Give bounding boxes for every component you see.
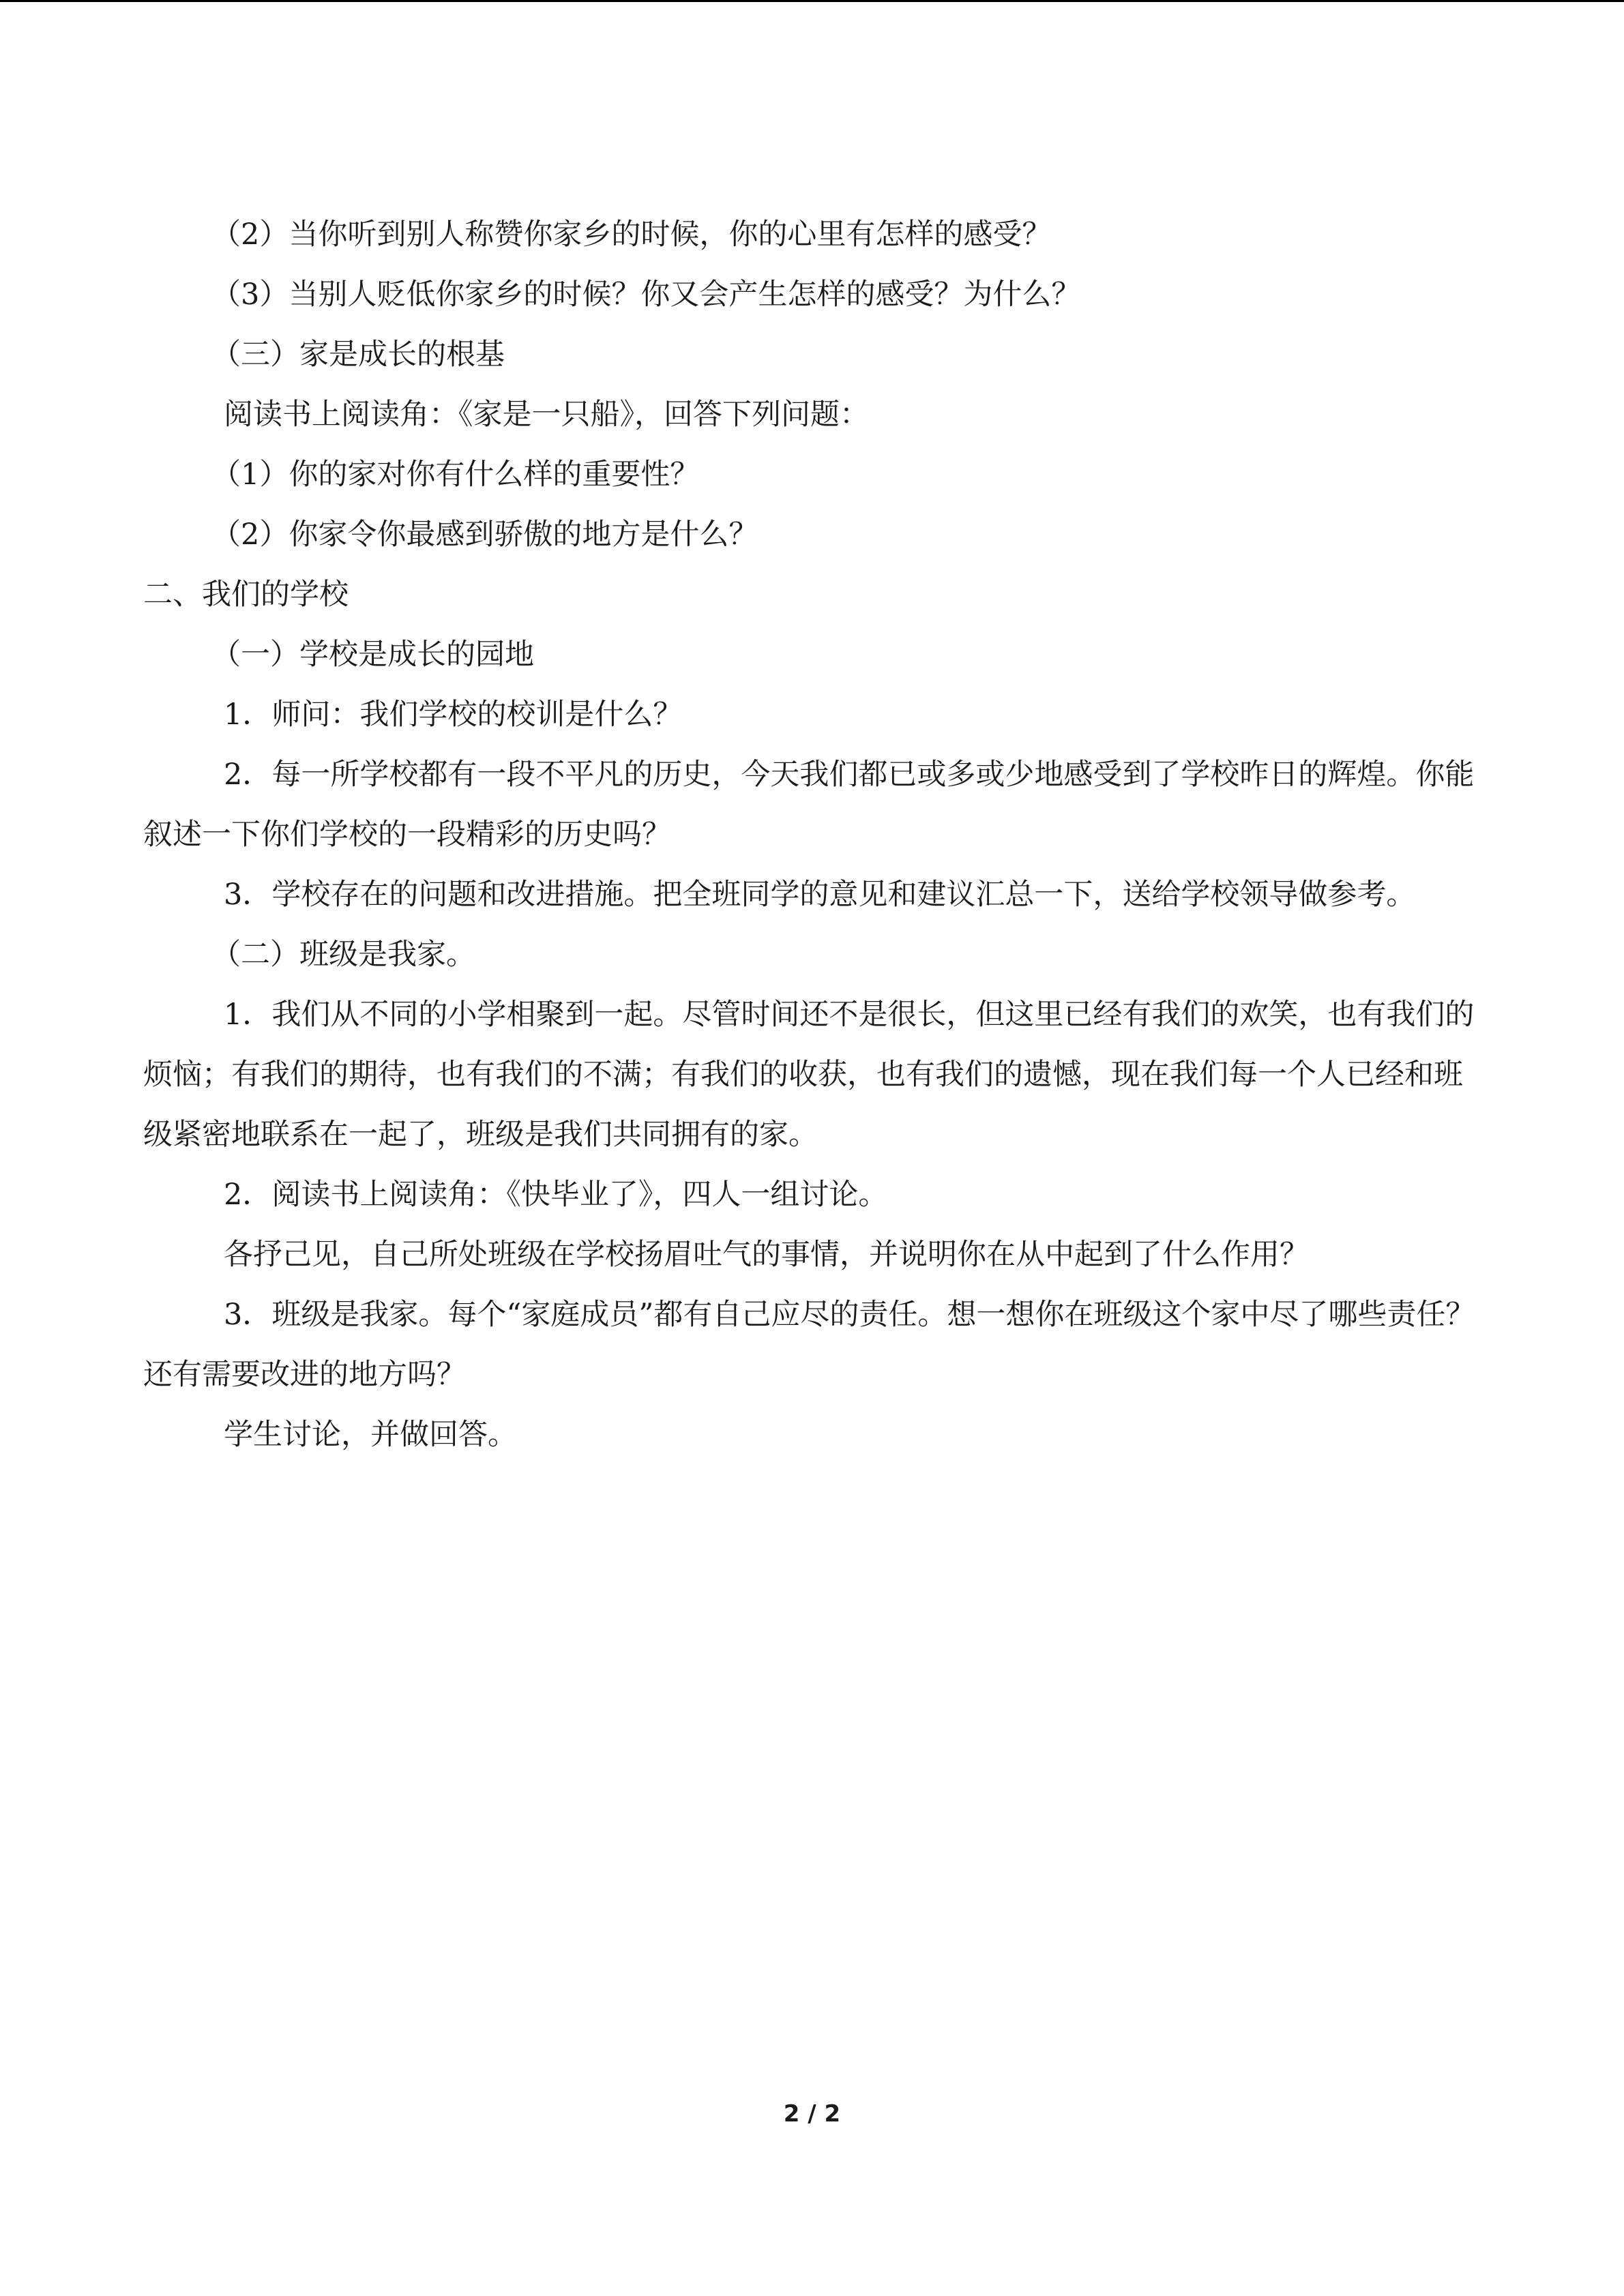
chapter-heading: 二、我们的学校	[143, 578, 349, 612]
section-heading: （二）班级是我家。	[211, 938, 475, 972]
paragraph: 各抒己见，自己所处班级在学校扬眉吐气的事情，并说明你在从中起到了什么作用？	[224, 1238, 1309, 1272]
paragraph: 3．班级是我家。每个“家庭成员”都有自己应尽的责任。想一想你在班级这个家中尽了哪些责任？还有需要改进的地方吗？	[143, 1298, 1475, 1392]
document-body	[143, 205, 1480, 1465]
paragraph: 1．我们从不同的小学相聚到一起。尽管时间还不是很长，但这里已经有我们的欢笑，也有我们的烦恼；有我们的期待，也有我们的不满；有我们的收获，也有我们的遗憾，现在我们每一个人已经和班级紧密地联系在一起了，班级是我们共同拥有的家。	[143, 998, 1475, 1152]
paragraph: （2）你家令你最感到骄傲的地方是什么？	[211, 518, 758, 552]
page-number: 2 / 2	[783, 2100, 841, 2128]
page-top-border	[0, 0, 1624, 2]
paragraph: （1）你的家对你有什么样的重要性？	[211, 458, 700, 492]
section-heading: （三）家是成长的根基	[211, 338, 505, 372]
paragraph: 3．学校存在的问题和改进措施。把全班同学的意见和建议汇总一下，送给学校领导做参考。	[224, 878, 1416, 912]
paragraph: 1．师问：我们学校的校训是什么？	[224, 698, 683, 732]
paragraph: 2．每一所学校都有一段不平凡的历史，今天我们都已或多或少地感受到了学校昨日的辉煌。你能叙述一下你们学校的一段精彩的历史吗？	[143, 758, 1475, 852]
paragraph: 2．阅读书上阅读角：《快毕业了》，四人一组讨论。	[224, 1178, 888, 1212]
section-heading: （一）学校是成长的园地	[211, 638, 534, 672]
paragraph: 学生讨论，并做回答。	[224, 1418, 517, 1452]
paragraph: 阅读书上阅读角：《家是一只船》，回答下列问题：	[224, 398, 869, 432]
paragraph: （2）当你听到别人称赞你家乡的时候，你的心里有怎样的感受？	[211, 218, 1052, 252]
paragraph: （3）当别人贬低你家乡的时候？你又会产生怎样的感受？为什么？	[211, 278, 1081, 312]
